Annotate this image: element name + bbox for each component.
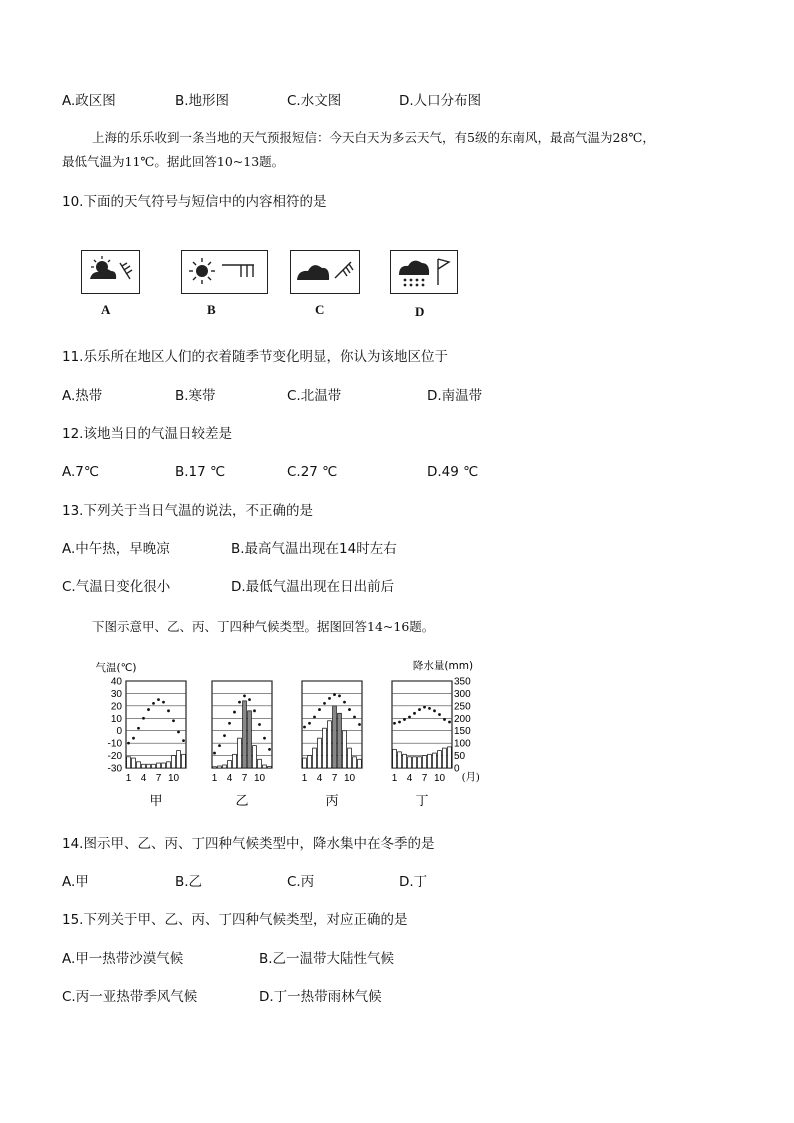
temp-point	[343, 701, 346, 704]
temp-point	[132, 737, 135, 740]
precip-bar	[147, 764, 151, 768]
precip-bar	[152, 764, 156, 768]
precip-bar	[223, 765, 227, 768]
precip-bar	[248, 711, 252, 768]
precip-bar	[308, 756, 312, 768]
precip-bar	[398, 752, 402, 768]
temp-point	[223, 734, 226, 737]
month-tick-label: 7	[331, 773, 338, 784]
q15-stem: 15.下列关于甲、乙、丙、丁四种气候类型，对应正确的是	[62, 912, 408, 928]
precip-bar	[343, 731, 347, 768]
temp-point	[228, 722, 231, 725]
precip-tick-label: 0	[454, 763, 460, 775]
passage-2: 下图示意甲、乙、丙、丁四种气候类型。据图回答14~16题。	[92, 619, 435, 634]
precip-bar	[333, 706, 337, 768]
q13-stem: 13.下列关于当日气温的说法，不正确的是	[62, 503, 313, 519]
precip-bar	[423, 756, 427, 768]
temp-point	[127, 742, 130, 745]
precip-bar	[238, 738, 242, 768]
precip-bar	[142, 764, 146, 768]
temp-point	[313, 716, 316, 719]
precip-bar	[263, 765, 267, 768]
cloudy-wind-icon	[291, 251, 359, 293]
temp-point	[348, 708, 351, 711]
precip-tick-label: 250	[454, 701, 471, 713]
temp-tick-label: -10	[107, 738, 122, 750]
temp-point	[172, 719, 175, 722]
month-tick-label: 4	[406, 773, 413, 784]
temp-tick-label: 0	[116, 726, 122, 738]
month-tick-label: 1	[125, 773, 132, 784]
precip-bar	[338, 713, 342, 768]
climate-panel	[212, 681, 272, 809]
q14-option-d: D.丁	[399, 874, 428, 890]
climate-panel	[302, 681, 362, 809]
temp-point	[238, 701, 241, 704]
temp-point	[167, 709, 170, 712]
temp-point	[318, 708, 321, 711]
temp-point	[162, 701, 165, 704]
weather-symbol-d-label: D	[415, 304, 425, 319]
q11-option-c: C.北温带	[287, 388, 342, 404]
month-tick-label: 7	[155, 773, 162, 784]
temp-point	[328, 697, 331, 700]
temp-point	[443, 718, 446, 721]
q11-stem: 11.乐乐所在地区人们的衣着随季节变化明显，你认为该地区位于	[62, 349, 448, 365]
q14-stem: 14.图示甲、乙、丙、丁四种气候类型中，降水集中在冬季的是	[62, 836, 435, 852]
weather-symbol-b-label: B	[207, 302, 216, 317]
q11-option-a: A.热带	[62, 388, 103, 404]
precip-bar	[438, 751, 442, 768]
q13-option-b: B.最高气温出现在14时左右	[231, 541, 397, 557]
temp-point	[398, 721, 401, 724]
weather-symbol-c-label: C	[315, 302, 325, 317]
precip-bar	[323, 728, 327, 768]
q10-stem: 10.下面的天气符号与短信中的内容相符的是	[62, 194, 327, 210]
temp-point	[413, 712, 416, 715]
temp-point	[403, 718, 406, 721]
precip-bar	[157, 763, 161, 768]
temp-point	[428, 707, 431, 710]
temp-point	[137, 727, 140, 730]
q9-option-b: B.地形图	[175, 93, 230, 109]
q14-option-b: B.乙	[175, 874, 203, 890]
precip-bar	[132, 758, 136, 768]
temp-point	[263, 737, 266, 740]
temp-point	[333, 693, 336, 696]
temp-tick-label: -30	[107, 763, 122, 775]
temp-point	[438, 713, 441, 716]
temp-point	[423, 706, 426, 709]
precip-tick-label: 100	[454, 738, 471, 750]
month-tick-label: 10	[253, 773, 266, 784]
q12-option-d: D.49 ℃	[427, 464, 479, 480]
q12-stem: 12.该地当日的气温日较差是	[62, 426, 232, 442]
temp-point	[408, 716, 411, 719]
temp-point	[233, 711, 236, 714]
month-tick-label: 1	[391, 773, 398, 784]
month-tick-label: 4	[140, 773, 147, 784]
precip-bar	[218, 766, 222, 768]
climate-panel	[392, 681, 452, 809]
q9-option-a: A.政区图	[62, 93, 116, 109]
temp-point	[177, 731, 180, 734]
temp-tick-label: 40	[110, 676, 122, 688]
precip-bar	[393, 749, 397, 768]
q15-option-b: B.乙一温带大陆性气候	[259, 951, 395, 967]
precip-bar	[413, 757, 417, 768]
q14-option-a: A.甲	[62, 874, 89, 890]
weather-symbol-c	[290, 250, 360, 294]
temp-point	[393, 722, 396, 725]
temp-point	[308, 722, 311, 725]
q12-option-b: B.17 ℃	[175, 464, 226, 480]
precip-tick-label: 300	[454, 688, 471, 700]
q12-option-c: C.27 ℃	[287, 464, 338, 480]
precip-bar	[228, 761, 232, 768]
climate-panel-label: 丁	[415, 794, 429, 809]
precip-bar	[358, 759, 362, 768]
temp-point	[157, 698, 160, 701]
temp-point	[338, 695, 341, 698]
temp-tick-label: 10	[110, 713, 122, 725]
climate-chart-figure	[88, 655, 488, 815]
precip-bar	[258, 759, 262, 768]
precip-bar	[162, 763, 166, 768]
temp-point	[147, 708, 150, 711]
precip-bar	[213, 767, 217, 768]
q15-option-d: D.丁一热带雨林气候	[259, 989, 382, 1005]
precip-bar	[172, 756, 176, 768]
precip-tick-label: 350	[454, 676, 471, 688]
precip-tick-label: 200	[454, 713, 471, 725]
precip-bar	[268, 767, 272, 768]
climate-panel-label: 甲	[149, 794, 163, 809]
temp-tick-label: -20	[107, 751, 122, 763]
precip-bar	[418, 757, 422, 768]
temp-point	[182, 739, 185, 742]
temp-point	[433, 709, 436, 712]
temp-point	[218, 744, 221, 747]
weather-symbol-a-label: A	[101, 302, 111, 317]
temp-point	[248, 698, 251, 701]
sun-behind-cloud-wind-icon	[82, 251, 139, 293]
q13-option-a: A.中午热，早晚凉	[62, 541, 170, 557]
precip-bar	[328, 721, 332, 768]
temp-point	[253, 709, 256, 712]
temp-point	[303, 726, 306, 729]
precip-bar	[318, 738, 322, 768]
precip-bar	[253, 746, 257, 768]
climate-panel	[126, 681, 186, 809]
precip-bar	[408, 757, 412, 768]
q13-option-d: D.最低气温出现在日出前后	[231, 579, 395, 595]
temp-point	[268, 748, 271, 751]
temp-tick-label: 20	[110, 701, 122, 713]
temp-point	[258, 723, 261, 726]
month-unit-label: (月)	[462, 772, 480, 783]
temp-point	[243, 695, 246, 698]
q14-option-c: C.丙	[287, 874, 315, 890]
temp-point	[152, 702, 155, 705]
q12-option-a: A.7℃	[62, 464, 100, 480]
temp-tick-label: 30	[110, 688, 122, 700]
precip-bar	[348, 748, 352, 768]
q11-option-b: B.寒带	[175, 388, 216, 404]
precip-bar	[428, 754, 432, 768]
weather-symbol-b	[181, 250, 268, 294]
month-tick-label: 7	[421, 773, 428, 784]
temp-point	[448, 721, 451, 724]
temp-point	[358, 723, 361, 726]
sunny-wind-icon	[182, 251, 267, 293]
month-tick-label: 1	[301, 773, 308, 784]
precip-bar	[353, 757, 357, 768]
precip-bar	[403, 754, 407, 768]
passage-1-line-2: 最低气温为11℃。据此回答10~13题。	[62, 154, 285, 169]
precip-bar	[448, 747, 452, 768]
month-tick-label: 10	[167, 773, 180, 784]
q11-option-d: D.南温带	[427, 388, 483, 404]
panel-frame	[302, 681, 362, 768]
temp-point	[353, 716, 356, 719]
precip-bar	[137, 762, 141, 768]
precip-axis-title: 降水量(mm)	[412, 660, 474, 672]
precip-tick-label: 150	[454, 726, 471, 738]
temp-point	[142, 717, 145, 720]
weather-symbol-d	[390, 250, 458, 294]
precip-bar	[167, 762, 171, 768]
month-tick-label: 4	[316, 773, 323, 784]
precip-bar	[177, 751, 181, 768]
climate-panel-label: 丙	[325, 794, 339, 809]
q15-option-c: C.丙一亚热带季风气候	[62, 989, 198, 1005]
precip-bar	[233, 754, 237, 768]
passage-1-line-1: 上海的乐乐收到一条当地的天气预报短信：今天白天为多云天气，有5级的东南风，最高气温为28℃，	[92, 130, 655, 145]
month-tick-label: 1	[211, 773, 218, 784]
temp-axis-title: 气温(℃)	[95, 662, 137, 674]
month-tick-label: 10	[433, 773, 446, 784]
month-tick-label: 10	[343, 773, 356, 784]
precip-bar	[303, 758, 307, 768]
q13-option-c: C.气温日变化很小	[62, 579, 171, 595]
precip-bar	[433, 753, 437, 768]
precip-bar	[443, 748, 447, 768]
temp-point	[323, 702, 326, 705]
precip-bar	[182, 754, 186, 768]
precip-bar	[243, 701, 247, 768]
month-tick-label: 4	[226, 773, 233, 784]
q9-option-c: C.水文图	[287, 93, 342, 109]
precip-bar	[313, 748, 317, 768]
temp-point	[213, 752, 216, 755]
panel-frame	[212, 681, 272, 768]
climate-panel-label: 乙	[235, 794, 249, 809]
temp-point	[418, 708, 421, 711]
precip-bar	[127, 757, 131, 768]
precip-tick-label: 50	[454, 751, 466, 763]
q15-option-a: A.甲一热带沙漠气候	[62, 951, 184, 967]
month-tick-label: 7	[241, 773, 248, 784]
weather-symbol-a	[81, 250, 140, 294]
rain-cloud-flag-icon	[391, 251, 457, 293]
q9-option-d: D.人口分布图	[399, 93, 482, 109]
